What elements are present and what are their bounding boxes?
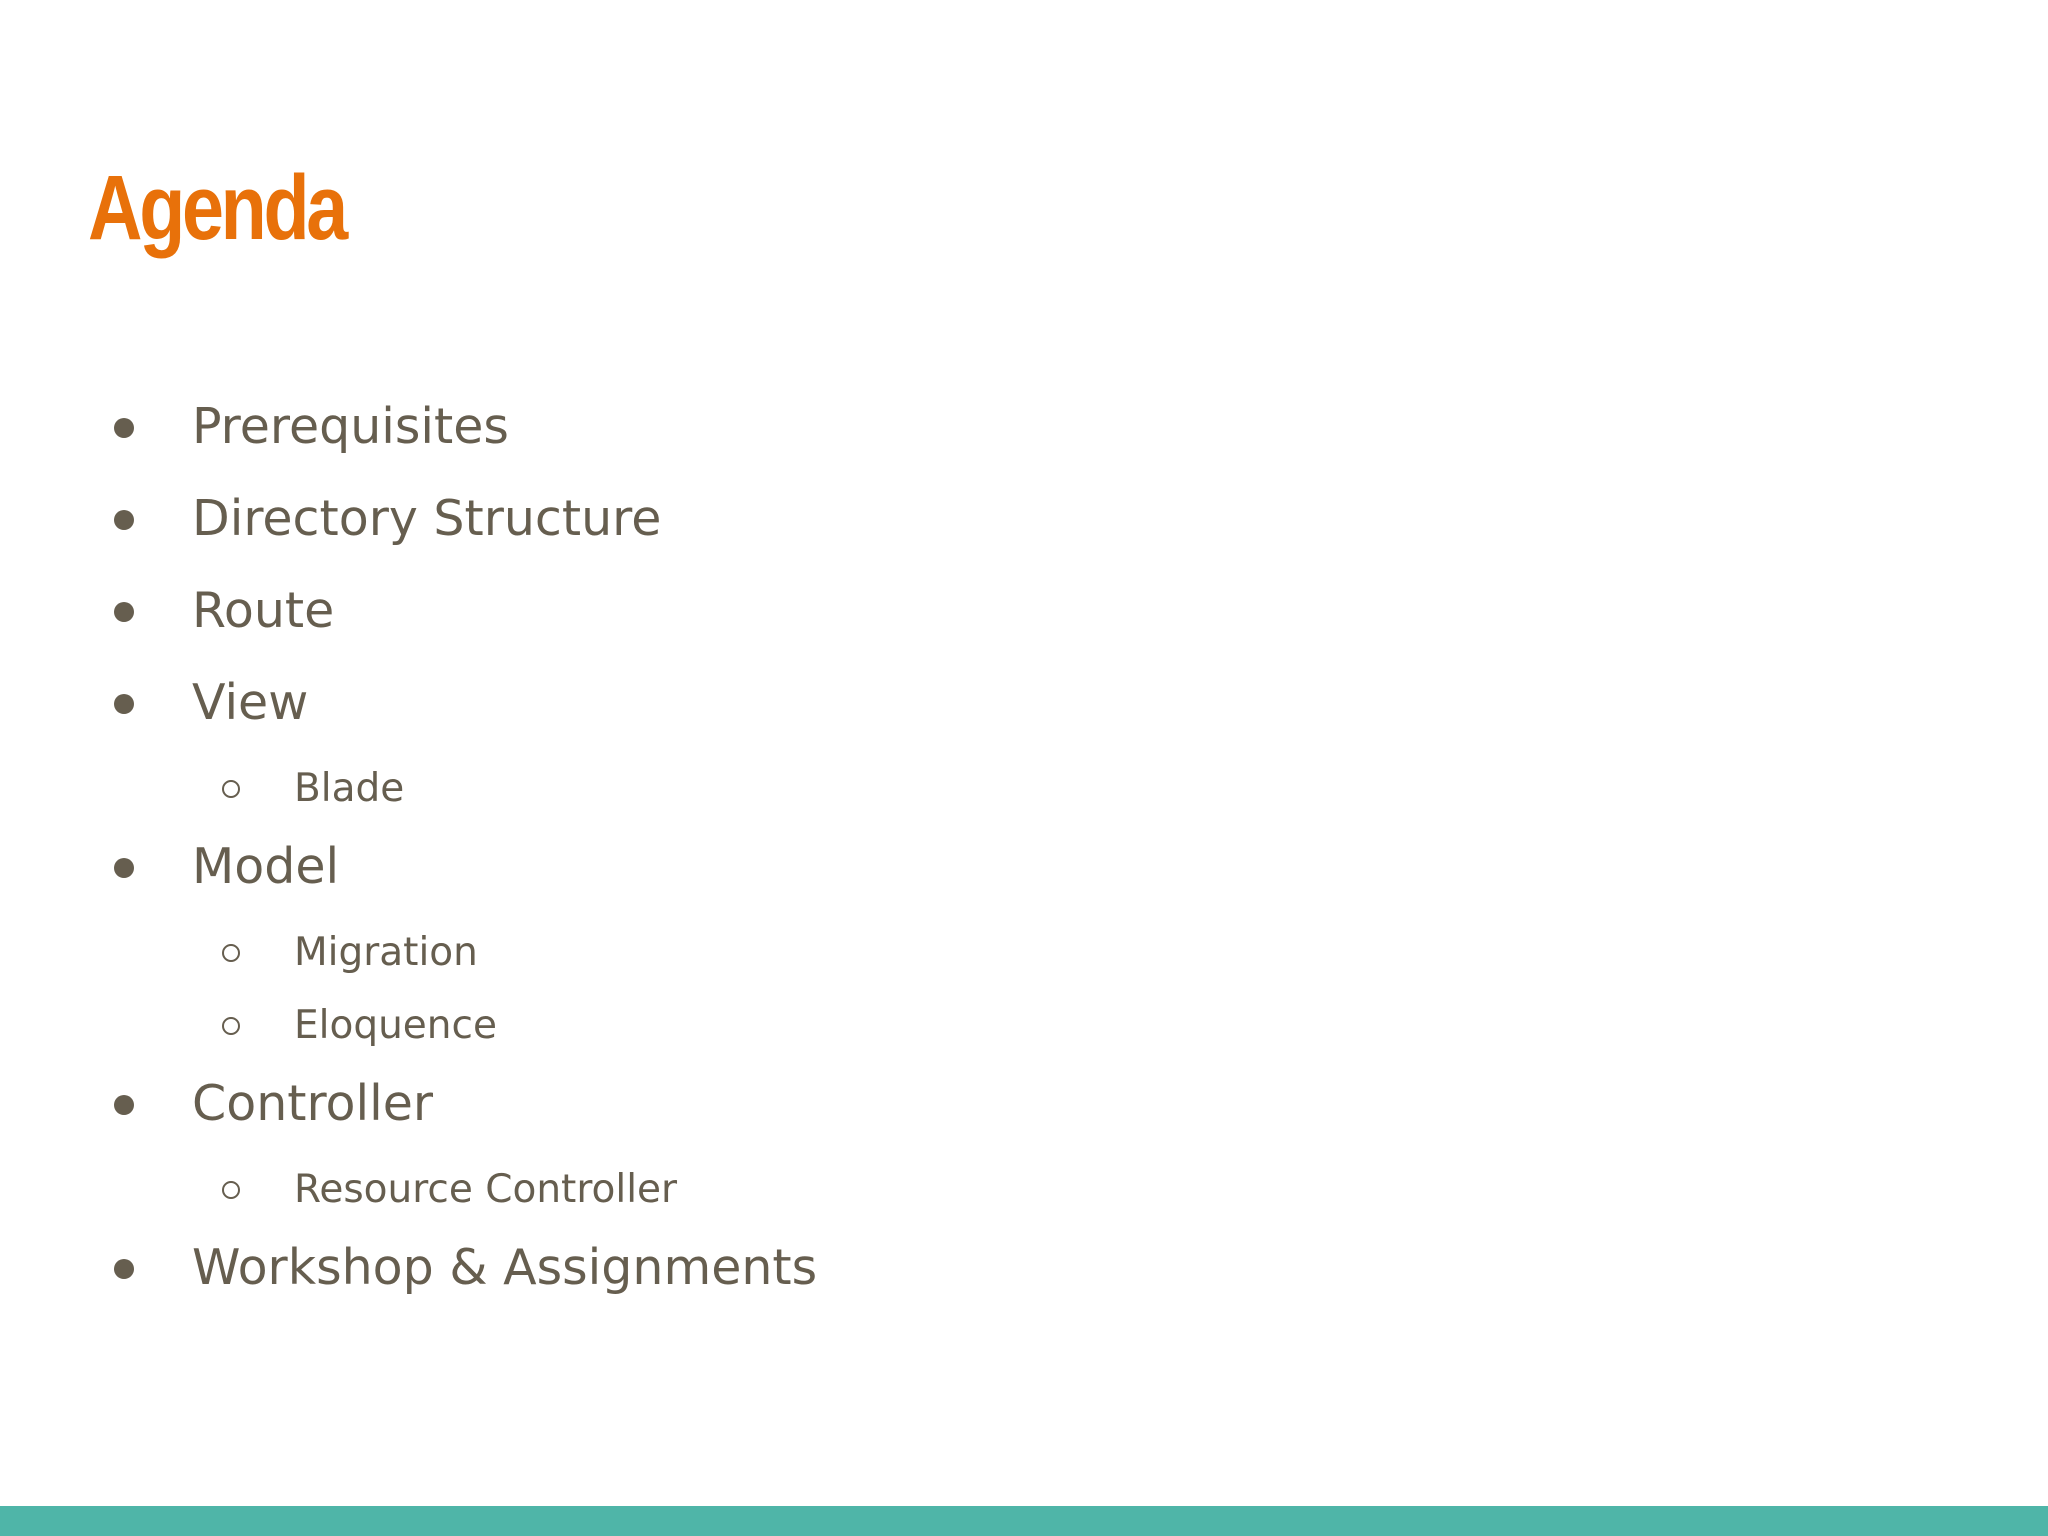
agenda-subitem-label: Migration	[294, 930, 478, 975]
filled-circle-bullet-icon	[114, 418, 134, 438]
agenda-item-label: Prerequisites	[192, 398, 509, 455]
agenda-item-label: Model	[192, 838, 340, 895]
footer-accent-bar	[0, 1506, 2048, 1536]
filled-circle-bullet-icon	[114, 1095, 134, 1115]
filled-circle-bullet-icon	[114, 694, 134, 714]
hollow-circle-bullet-icon	[222, 944, 240, 962]
agenda-item-label: Directory Structure	[192, 490, 662, 547]
slide-title: Agenda	[88, 157, 345, 259]
agenda-subitem-label: Blade	[294, 766, 405, 811]
agenda-item-label: Route	[192, 582, 335, 639]
agenda-item-label: Controller	[192, 1075, 434, 1132]
hollow-circle-bullet-icon	[222, 1181, 240, 1199]
hollow-circle-bullet-icon	[222, 1017, 240, 1035]
hollow-circle-bullet-icon	[222, 780, 240, 798]
agenda-subitem-label: Eloquence	[294, 1003, 497, 1048]
filled-circle-bullet-icon	[114, 602, 134, 622]
filled-circle-bullet-icon	[114, 510, 134, 530]
agenda-item-label: View	[192, 674, 309, 731]
filled-circle-bullet-icon	[114, 1259, 134, 1279]
agenda-item-label: Workshop & Assignments	[192, 1239, 818, 1296]
agenda-subitem-label: Resource Controller	[294, 1167, 678, 1212]
filled-circle-bullet-icon	[114, 858, 134, 878]
